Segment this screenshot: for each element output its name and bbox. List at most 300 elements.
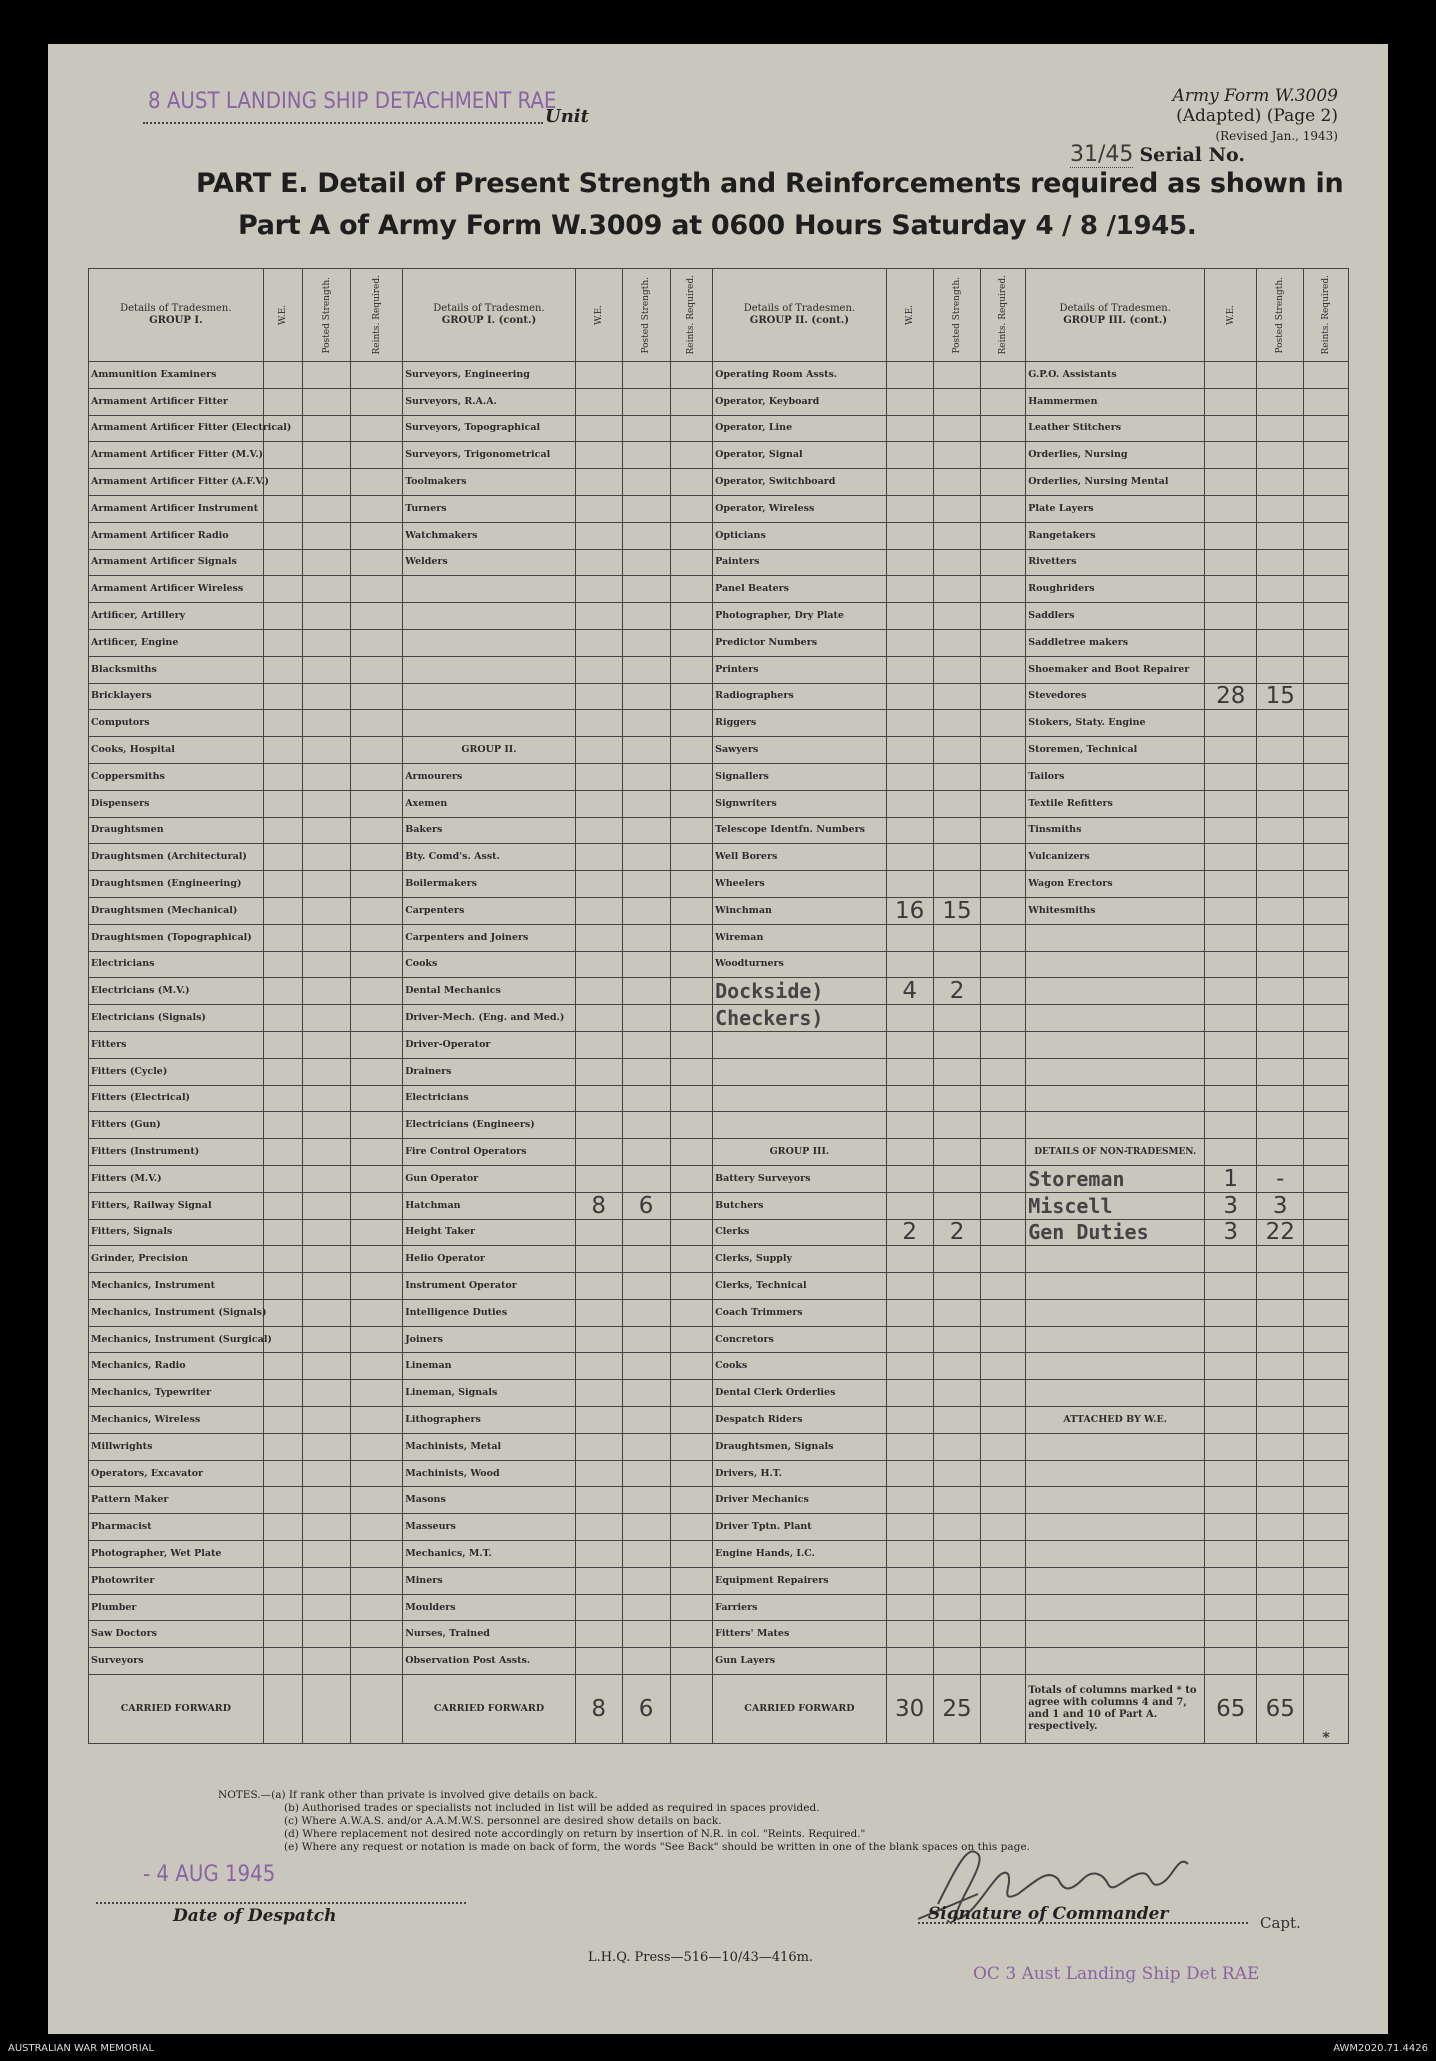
table-row [89, 495, 1349, 522]
cell-posted [622, 415, 670, 442]
trade-label: Machinists, Wood [403, 1460, 576, 1487]
cell-we [263, 1005, 302, 1032]
trade-label: Signallers [713, 763, 887, 790]
cell-we [575, 415, 622, 442]
cell-posted [622, 1541, 670, 1568]
cell-posted [303, 1514, 351, 1541]
trade-label: Equipment Repairers [713, 1567, 887, 1594]
cell-we [1205, 629, 1257, 656]
carried-forward-label: CARRIED FORWARD [403, 1675, 576, 1744]
cell-posted [933, 656, 981, 683]
trade-label: Clerks [713, 1219, 887, 1246]
cell-reints [670, 1139, 713, 1166]
unit-line [143, 122, 543, 124]
trade-label: Plumber [89, 1594, 264, 1621]
trade-label: Driver Tptn. Plant [713, 1514, 887, 1541]
cell-posted [933, 1487, 981, 1514]
trade-label: Computors [89, 710, 264, 737]
trade-label [713, 1112, 887, 1139]
cell-we [263, 1487, 302, 1514]
trade-label: Armament Artificer Wireless [89, 576, 264, 603]
cell-reints [351, 1112, 403, 1139]
trade-label: Hatchman [403, 1192, 576, 1219]
cell-posted [1257, 629, 1304, 656]
cell-posted [622, 790, 670, 817]
cell-posted [303, 522, 351, 549]
cell-we [886, 1139, 933, 1166]
trade-label [1026, 1433, 1205, 1460]
trade-label [403, 683, 576, 710]
cell-posted [933, 844, 981, 871]
cell-we [886, 1380, 933, 1407]
table-row [89, 710, 1349, 737]
cell-posted [303, 1165, 351, 1192]
cell-posted [1257, 710, 1304, 737]
cell-posted [303, 1326, 351, 1353]
cell-we [886, 603, 933, 630]
cell-posted [1257, 656, 1304, 683]
cell-reints [981, 817, 1026, 844]
cell-we [1205, 1621, 1257, 1648]
stevedores-we: 28 [1205, 683, 1257, 710]
cell-posted [933, 388, 981, 415]
trade-label: Lineman, Signals [403, 1380, 576, 1407]
table-row [89, 844, 1349, 871]
cell-reints [670, 1594, 713, 1621]
table-row [89, 924, 1349, 951]
cell-reints [351, 978, 403, 1005]
cf-group1-posted: 6 [622, 1675, 670, 1744]
trade-label: Operator, Switchboard [713, 469, 887, 496]
cell-we [575, 1353, 622, 1380]
cell-posted [933, 522, 981, 549]
cell-we [1205, 522, 1257, 549]
trade-label: Photowriter [89, 1567, 264, 1594]
dockside_checkers-posted: 2 [933, 978, 981, 1005]
cell-reints [351, 656, 403, 683]
cell-reints [670, 603, 713, 630]
trade-label: Welders [403, 549, 576, 576]
cell-posted [303, 1487, 351, 1514]
trade-label: Tailors [1026, 763, 1205, 790]
trade-label: Rivetters [1026, 549, 1205, 576]
cell-we [1205, 415, 1257, 442]
cell-reints [351, 1031, 403, 1058]
cell-we [575, 1621, 622, 1648]
trade-label: Draughtsmen [89, 817, 264, 844]
cell-reints [670, 362, 713, 389]
cell-reints [670, 522, 713, 549]
cell-we [886, 1353, 933, 1380]
trade-label [403, 710, 576, 737]
trade-label: Armament Artificer Signals [89, 549, 264, 576]
cell-reints [1304, 1460, 1349, 1487]
cell-reints [1304, 1085, 1349, 1112]
trade-label: Battery Surveyors [713, 1165, 887, 1192]
trade-label: Carpenters [403, 897, 576, 924]
cell-we [263, 1407, 302, 1434]
cell-we [1205, 844, 1257, 871]
title-date: 4 / 8 /1945. [1035, 211, 1197, 241]
cell-posted [933, 629, 981, 656]
cell-reints [981, 1219, 1026, 1246]
oc-stamp: OC 3 Aust Landing Ship Det RAE [973, 1964, 1260, 1984]
cell-reints [1304, 1407, 1349, 1434]
trade-label: Instrument Operator [403, 1273, 576, 1300]
trade-label: Machinists, Metal [403, 1433, 576, 1460]
cell-reints [1304, 951, 1349, 978]
cell-we [886, 817, 933, 844]
cell-posted [303, 1380, 351, 1407]
table-row [89, 978, 1349, 1005]
cell-we [1205, 1541, 1257, 1568]
miscell-we: 3 [1205, 1192, 1257, 1219]
cell-reints [670, 415, 713, 442]
table-row [89, 1058, 1349, 1085]
trade-label: Pharmacist [89, 1514, 264, 1541]
hatchman-posted: 6 [622, 1192, 670, 1219]
cell-posted [933, 1567, 981, 1594]
trade-label: Farriers [713, 1594, 887, 1621]
cell-posted [303, 1621, 351, 1648]
cell-posted [1257, 1487, 1304, 1514]
cell-we [263, 763, 302, 790]
cell-posted [933, 442, 981, 469]
trade-label: Bakers [403, 817, 576, 844]
cell-posted [933, 495, 981, 522]
cell-we [263, 656, 302, 683]
cell-reints [351, 629, 403, 656]
trade-label: Draughtsmen, Signals [713, 1433, 887, 1460]
trade-label: Orderlies, Nursing [1026, 442, 1205, 469]
cell-posted [622, 737, 670, 764]
table-row [89, 1112, 1349, 1139]
cell-posted [303, 844, 351, 871]
cell-reints [351, 1594, 403, 1621]
cell-posted [1257, 790, 1304, 817]
cell-we [1205, 388, 1257, 415]
trade-label: Driver-Operator [403, 1031, 576, 1058]
cell-posted [622, 1219, 670, 1246]
col-header-group3-cont: Details of Tradesmen. GROUP III. (cont.) [1026, 269, 1205, 362]
cell-reints [351, 1005, 403, 1032]
cell-posted [303, 1433, 351, 1460]
cell-we [886, 1085, 933, 1112]
trade-label: Winchman [713, 897, 887, 924]
cell-we [1205, 469, 1257, 496]
cell-we [263, 1514, 302, 1541]
cell-posted [933, 710, 981, 737]
trade-label: Masons [403, 1487, 576, 1514]
cell-posted [1257, 1621, 1304, 1648]
table-row [89, 549, 1349, 576]
cell-we [575, 656, 622, 683]
trade-label [403, 603, 576, 630]
cell-we [263, 924, 302, 951]
trade-label: Surveyors, Trigonometrical [403, 442, 576, 469]
trade-label: Operator, Line [713, 415, 887, 442]
trade-label: Armament Artificer Radio [89, 522, 264, 549]
cell-reints [670, 469, 713, 496]
cell-posted [1257, 1514, 1304, 1541]
trade-label: Armament Artificer Fitter (Electrical) [89, 415, 264, 442]
cell-we [886, 1621, 933, 1648]
form-reference [1068, 86, 1338, 146]
cell-we [575, 1460, 622, 1487]
cell-reints [981, 1648, 1026, 1675]
trade-label: Armament Artificer Fitter (M.V.) [89, 442, 264, 469]
cell-we [886, 522, 933, 549]
form-number: Army Form W.3009 [1172, 86, 1338, 106]
cell-reints [1304, 1380, 1349, 1407]
cell-we [886, 1487, 933, 1514]
trade-label [1026, 1031, 1205, 1058]
cell-reints [670, 763, 713, 790]
cell-posted [1257, 737, 1304, 764]
cell-posted [303, 1299, 351, 1326]
cell-reints [981, 1273, 1026, 1300]
cell-posted [1257, 1407, 1304, 1434]
cell-posted [303, 1112, 351, 1139]
cell-reints [981, 1514, 1026, 1541]
cell-reints [981, 469, 1026, 496]
trade-label: Whitesmiths [1026, 897, 1205, 924]
cell-reints [670, 549, 713, 576]
cell-we [1205, 1567, 1257, 1594]
trade-label [1026, 1380, 1205, 1407]
cell-reints [351, 1407, 403, 1434]
trade-label [1026, 1085, 1205, 1112]
cell-posted [1257, 1326, 1304, 1353]
table-row [89, 415, 1349, 442]
title-line-1: PART E. Detail of Present Strength and Reinforcements required as shown in [196, 168, 1344, 199]
cell-we [1205, 1433, 1257, 1460]
cell-we [263, 844, 302, 871]
cell-we [575, 1273, 622, 1300]
cell-we [575, 1058, 622, 1085]
table-row [89, 576, 1349, 603]
cell-we [886, 1514, 933, 1541]
table-row [89, 1085, 1349, 1112]
cell-posted [933, 1407, 981, 1434]
cell-posted [933, 737, 981, 764]
cell-we [886, 415, 933, 442]
cell-posted [1257, 603, 1304, 630]
cell-we [263, 790, 302, 817]
cell-posted [1257, 844, 1304, 871]
note-a: NOTES.—(a) If rank other than private is involved give details on back. [218, 1789, 598, 1801]
cell-we [263, 1192, 302, 1219]
cell-we [575, 576, 622, 603]
cell-posted [933, 549, 981, 576]
cell-we [575, 1433, 622, 1460]
cell-reints [670, 1005, 713, 1032]
trade-label: Gen Duties [1026, 1219, 1205, 1246]
cell-we [1205, 1326, 1257, 1353]
trade-label: Checkers) [713, 1005, 887, 1032]
serial-number [1070, 142, 1245, 167]
cell-posted [303, 897, 351, 924]
cell-reints [981, 362, 1026, 389]
trade-label: Electricians [403, 1085, 576, 1112]
cell-we [263, 442, 302, 469]
cell-reints [1304, 629, 1349, 656]
cell-we [1205, 1139, 1257, 1166]
cell-reints [351, 1085, 403, 1112]
cell-reints [1304, 1058, 1349, 1085]
trade-label: Helio Operator [403, 1246, 576, 1273]
cell-posted [933, 1299, 981, 1326]
table-row [89, 603, 1349, 630]
cell-posted [1257, 1058, 1304, 1085]
cell-we [886, 1433, 933, 1460]
col-header-group1: Details of Tradesmen. GROUP I. [89, 269, 264, 362]
title-line-2 [238, 210, 1196, 241]
cell-posted [622, 1273, 670, 1300]
cell-reints [351, 844, 403, 871]
cell-posted [303, 1005, 351, 1032]
cell-we [575, 1594, 622, 1621]
cell-reints [981, 1005, 1026, 1032]
cell-reints [981, 1031, 1026, 1058]
trade-label: Armament Artificer Instrument [89, 495, 264, 522]
trade-label: Electricians (Engineers) [403, 1112, 576, 1139]
cell-reints [351, 1380, 403, 1407]
cell-reints [670, 844, 713, 871]
strength-table: Details of Tradesmen. GROUP I. W.E. Posted Strength. Reints. Required. Details of Tradesmen. GROUP I. (cont.) W.E. Posted Strength. Reints. Required. Details of Tradesmen. GROUP II. (cont.) W.E. Posted Strength. Reints. Required. Details of Tradesmen. GROUP III. (cont.) W.E. Posted Strength. Reints. Required. Ammunition Examiners Surveyors, Engineering Operating Room Assts. G.P.O. Assistants Armament Artificer Fitter Surveyors, R.A.A. Operator, Keyboard Hammermen Armament Artificer Fitter (Electrical) Surveyors, Topographical Operator, Line Leather Stitchers Armament Artificer Fitter (M.V.) Surveyors, Trigonometrical Operator, Signal Orderlies, Nursing Armament Artificer Fitter (A.F.V.) Toolmakers Operator, Switchboard Orderlies, Nursing Mental Armament Artificer Instrument Turners Operator, Wireless Plate Layers Armament Artificer Radio Watchmakers Opticians Rangetakers Armament Artificer Signals Welders Painters Rivetters Armament Artificer Wireless Panel Beaters Roughriders Artificer, Artillery Photographer, Dry Plate Saddlers Artificer, Engine Predictor Numbers Saddletree makers Blacksmiths Printers Shoemaker and Boot Repairer Bricklayers Radiographers Stevedores 28 15 Computors Riggers Stokers, Staty. Engine Cooks, Hospital GROUP II. Sawyers Storemen, Technical Coppersmiths Armourers Signallers Tailors Dispensers Axemen Signwriters Textile Refitters Draughtsmen Bakers Telescope Identfn. Numbers Tinsmiths Draughtsmen (Architectural) Bty. Comd's. Asst. Well Borers Vulcanizers Draughtsmen (Engineering) Boilermakers Wheelers Wagon Erectors Draughtsmen (Mechanical) Carpenters Winchman 16 15 Whitesmiths Draughtsmen (Topographical) Carpenters and Joiners Wireman Electricians Cooks Woodturners Electricians (M.V.) Dental Mechanics Dockside) 4 2 Electricians (Signals) Driver-Mech. (Eng. and Med.) Checkers) Fitters Driver-Operator Fitters (Cycle) Drainers Fitters (Electrical) Electricians Fitters (Gun) Electricians (Engineers) Fitters (Instrument) Fire Control Operators GROUP III. DETAILS OF NON-TRADESMEN. Fitters (M.V.) Gun Operator Battery Surveyors Storeman 1 - Fitters, Railway Signal Hatchman 8 6 Butchers Miscell 3 3 Fitters, Signals Height Taker Clerks 2 2 Gen Duties 3 22 Grinder, Precision Helio Operator Clerks, Supply Mechanics, Instrument Instrument Operator Clerks, Technical Mechanics, Instrument (Signals) Intelligence Duties Coach Trimmers Mechanics, Instrument (Surgical) Joiners Concretors Mechanics, Radio Lineman Cooks Mechanics, Typewriter Lineman, Signals Dental Clerk Orderlies Mechanics, Wireless Lithographers Despatch Riders ATTACHED BY W.E. Millwrights Machinists, Metal Draughtsmen, Signals Operators, Excavator Machinists, Wood Drivers, H.T. Pattern Maker Masons Driver Mechanics Pharmacist Masseurs Driver Tptn. Plant Photographer, Wet Plate Mechanics, M.T. Engine Hands, I.C. Photowriter Miners Equipment Repairers Plumber Moulders Farriers Saw Doctors Nurses, Trained Fitters' Mates Surveyors Observation Post Assts. Gun Layers CARRIED FORWARD CARRIED FORWARD 8 6 CARRIED FORWARD 30 25 Totals of columns marked * to agree with columns 4 and 7, and 1 and 10 of Part A. respectively. 65 65 * [88, 268, 1349, 1744]
cell-we [263, 1165, 302, 1192]
cell-reints [670, 871, 713, 898]
cell-we [1205, 978, 1257, 1005]
unit-label: Unit [545, 106, 589, 127]
cell-we [1205, 495, 1257, 522]
trade-label: Clerks, Technical [713, 1273, 887, 1300]
cell-posted [933, 576, 981, 603]
winchman-posted: 15 [933, 897, 981, 924]
totals-we: 65 [1205, 1675, 1257, 1744]
cell-we [886, 549, 933, 576]
cell-reints [981, 442, 1026, 469]
cf-group2-posted: 25 [933, 1675, 981, 1744]
cell-reints [981, 1246, 1026, 1273]
cell-we [1205, 1031, 1257, 1058]
cell-we [575, 362, 622, 389]
table-row [89, 1353, 1349, 1380]
cell-we [1205, 1487, 1257, 1514]
cell-we [263, 817, 302, 844]
table-row [89, 1460, 1349, 1487]
trade-label: Armament Artificer Fitter [89, 388, 264, 415]
cell-we [886, 388, 933, 415]
trade-label: Turners [403, 495, 576, 522]
cell-posted [303, 1085, 351, 1112]
trade-label: Intelligence Duties [403, 1299, 576, 1326]
cell-posted [1257, 1460, 1304, 1487]
cell-we [1205, 737, 1257, 764]
cell-we [575, 1165, 622, 1192]
cell-we [263, 978, 302, 1005]
cell-posted [622, 1648, 670, 1675]
cell-reints [670, 817, 713, 844]
cell-we [575, 871, 622, 898]
trade-label: Draughtsmen (Architectural) [89, 844, 264, 871]
cell-we [575, 1514, 622, 1541]
cell-we [263, 1648, 302, 1675]
cell-reints [670, 1219, 713, 1246]
cell-we [263, 1246, 302, 1273]
cell-we [263, 1433, 302, 1460]
cell-we [886, 1246, 933, 1273]
cell-posted [1257, 1139, 1304, 1166]
cell-we [575, 1648, 622, 1675]
trade-label [1026, 1648, 1205, 1675]
cell-posted [303, 737, 351, 764]
trade-label [1026, 1326, 1205, 1353]
trade-label: Boilermakers [403, 871, 576, 898]
trade-label: Fitters (Gun) [89, 1112, 264, 1139]
trade-label: Electricians (M.V.) [89, 978, 264, 1005]
trade-label: Fitters (Cycle) [89, 1058, 264, 1085]
carried-forward-label: CARRIED FORWARD [713, 1675, 887, 1744]
note-b: (b) Authorised trades or specialists not included in list will be added as required in spaces provided. [284, 1802, 820, 1814]
cell-we [1205, 763, 1257, 790]
totals-asterisk: * [1304, 1675, 1349, 1744]
cell-posted [622, 1112, 670, 1139]
trade-label: Cooks, Hospital [89, 737, 264, 764]
miscell-posted: 3 [1257, 1192, 1304, 1219]
cell-we [886, 871, 933, 898]
trade-label: Painters [713, 549, 887, 576]
note-c: (c) Where A.W.A.S. and/or A.A.M.W.S. personnel are desired show details on back. [284, 1815, 722, 1827]
trade-label [1026, 951, 1205, 978]
trade-label: Butchers [713, 1192, 887, 1219]
cell-reints [1304, 362, 1349, 389]
trade-label: Miners [403, 1567, 576, 1594]
cell-reints [981, 1299, 1026, 1326]
cell-posted [303, 871, 351, 898]
trade-label: Armourers [403, 763, 576, 790]
cell-posted [303, 1031, 351, 1058]
table-row [89, 656, 1349, 683]
cell-we [886, 469, 933, 496]
cell-posted [1257, 415, 1304, 442]
trade-label [1026, 1567, 1205, 1594]
table-row [89, 1567, 1349, 1594]
trade-label: Printers [713, 656, 887, 683]
cell-we [263, 1567, 302, 1594]
cell-reints [670, 1460, 713, 1487]
table-row [89, 683, 1349, 710]
trade-label: Sawyers [713, 737, 887, 764]
trade-label: Fitters' Mates [713, 1621, 887, 1648]
cell-we [575, 495, 622, 522]
cell-reints [1304, 924, 1349, 951]
trade-label: Coach Trimmers [713, 1299, 887, 1326]
winchman-we: 16 [886, 897, 933, 924]
cell-posted [622, 1031, 670, 1058]
cell-reints [670, 1380, 713, 1407]
trade-label [403, 629, 576, 656]
table-row [89, 1407, 1349, 1434]
cell-reints [1304, 844, 1349, 871]
cell-we [886, 683, 933, 710]
cell-reints [351, 1353, 403, 1380]
cell-reints [1304, 549, 1349, 576]
cell-reints [981, 1139, 1026, 1166]
dockside_checkers-we: 4 [886, 978, 933, 1005]
cell-we [575, 603, 622, 630]
cell-reints [981, 710, 1026, 737]
